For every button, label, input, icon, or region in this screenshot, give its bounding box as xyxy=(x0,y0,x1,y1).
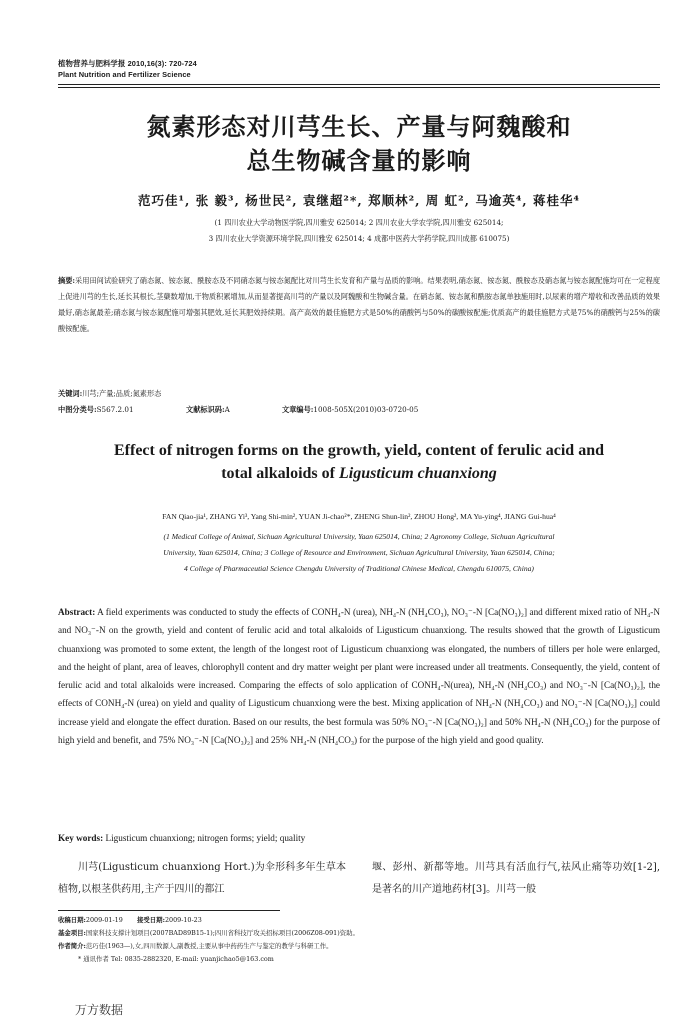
keywords-chinese xyxy=(58,387,660,401)
affiliation-en-line1: (1 Medical College of Animal, Sichuan Agricultural University, Yaan 625014, China; 2 Agronomy College, Sichuan Agricultural xyxy=(163,532,555,541)
keywords-cn-text: 川芎;产量;品质;氮素形态 xyxy=(82,389,162,398)
authors-chinese: 范巧佳¹, 张 毅³, 杨世民², 袁继超²*, 郑顺林², 周 虹², 马逾英⁴, 蒋桂华⁴ xyxy=(138,193,580,208)
affiliation-en-line2: University, Yaan 625014, China; 3 College of Resource and Environment, Sichuan Agricultural University, Yaan 625014, China; xyxy=(163,548,555,557)
title-english-line2: total alkaloids of Ligusticum chuanxiong xyxy=(221,465,497,482)
doc-code-value: A xyxy=(224,405,230,414)
title-english-line1: Effect of nitrogen forms on the growth, yield, content of ferulic acid and xyxy=(113,442,604,459)
affiliations-english xyxy=(58,529,660,577)
clc-value: S567.2.01 xyxy=(96,405,134,414)
title-chinese-line2: 总生物碱含量的影响 xyxy=(246,146,472,175)
abstract-cn-label: 摘要: xyxy=(58,276,76,285)
affiliations-chinese xyxy=(58,215,660,247)
received-date: 2009-01-19 xyxy=(85,916,123,924)
header-rule xyxy=(58,84,660,85)
clc-label: 中图分类号: xyxy=(58,405,97,414)
body-column-left: 川芎(Ligusticum chuanxiong Hort.)为伞形科多年生草本植物,以根茎供药用,主产于四川的都江 xyxy=(58,862,346,895)
title-chinese-line1: 氮素形态对川芎生长、产量与阿魏酸和 xyxy=(146,112,572,141)
journal-english-name: Plant Nutrition and Fertilizer Science xyxy=(58,70,191,79)
accepted-date: 2009-10-23 xyxy=(164,916,202,924)
header-rule-thin xyxy=(58,87,660,88)
abstract-english xyxy=(58,603,660,749)
abstract-en-text: A field experiments was conducted to study the effects of CONH₄-N (urea), NH₄-N (NH₄CO₃), NO₃⁻-N [Ca(NO₃)₂] and different mixed ratio of NH₄-N and NO₃⁻-N on the growth, yield and content of ferulic acid and total alkaloids of Ligusticum chuanxiong. The results showed that the growth of Ligusticum chuanxiong was promoted to some extent, the length of the longest root of Ligusticum chuanxiong was elongated, the numbers of tillers per hole were enlarged, and the height of plant, area of leaves, chlorophyll content and dry matter weight per plant were increased under all treatments. Consequently, the yield, content of ferulic acid and total alkaloids were increased. Comparing the effects of solo application of CONH₄-N(urea), NH₄-N (NH₄CO₃) and NO₃⁻-N [Ca(NO₃)₂], the effects of CONH₄-N (urea) on yield and quality of Ligusticum chuanxiong were the best. Mixing application of NH₄-N (NH₄CO₃) and NO₃⁻-N [Ca(NO₃)₂] could increase yield and elongate the effect duration. Based on our results, the best formula was 50% NO₃⁻-N [Ca(NO₃)₂] and 50% NH₄-N (NH₄CO₃) for the purpose of high yield and benefit, and 75% NO₃⁻-N [Ca(NO₃)₂] and 25% NH₄-N (NH₄CO₃) for the purpose of the high yield and good quality. xyxy=(58,607,660,746)
journal-citation: 植物营养与肥料学报 2010,16(3): 720-724 xyxy=(58,59,197,68)
article-number-value: 1008-505X(2010)03-0720-05 xyxy=(313,405,419,414)
affiliation-en-line3: 4 College of Pharmaceutial Science Chengdu University of Traditional Chinese Medical, Chengdu 610075, China) xyxy=(184,564,534,573)
author-bio-line: 作者简介:范巧佳(1963—),女,四川数源人,副教授,主要从事中药药生产与鉴定的教学与科研工作。 xyxy=(58,942,333,950)
fund-line: 基金项目:国家科技支撑计划项目(2007BAD89B15-1);四川省科技厅攻关招标项目(2006Z08-091)资助。 xyxy=(58,929,359,937)
keywords-cn-label: 关键词: xyxy=(58,389,83,398)
doc-code-label: 文献标识码: xyxy=(186,405,225,414)
keywords-en-label: Key words: xyxy=(58,833,104,843)
footnotes xyxy=(58,914,660,966)
abstract-en-label: Abstract: xyxy=(58,607,96,617)
body-column-right: 堰、彭州、新都等地。川芎具有活血行气,祛风止痛等功效[1-2],是著名的川产道地药材[3]。川芎一般 xyxy=(372,862,660,895)
footnote-rule xyxy=(58,910,280,911)
classification-row xyxy=(58,403,660,417)
affiliation-cn-line1: (1 四川农业大学动物医学院,四川雅安 625014; 2 四川农业大学农学院,四川雅安 625014; xyxy=(214,218,504,227)
abstract-chinese xyxy=(58,273,660,337)
keywords-en-text: Ligusticum chuanxiong; nitrogen forms; yield; quality xyxy=(105,833,306,843)
affiliation-cn-line2: 3 四川农业大学资源环境学院,四川雅安 625014; 4 成都中医药大学药学院,四川成都 610075) xyxy=(208,234,510,243)
article-number-label: 文章编号: xyxy=(282,405,314,414)
corresponding-author-line: * 通讯作者 Tel: 0835-2882320, E-mail: yuanjichao5@163.com xyxy=(78,955,274,963)
species-name: Ligusticum chuanxiong xyxy=(338,465,497,482)
journal-header xyxy=(58,58,197,80)
dates-line: 收稿日期:2009-01-19 接受日期:2009-10-23 xyxy=(58,916,202,924)
authors-english: FAN Qiao-jia¹, ZHANG Yi³, Yang Shi-min², YUAN Ji-chao²*, ZHENG Shun-lin², ZHOU Hong², MA Yu-ying⁴, JIANG Gui-hua⁴ xyxy=(162,512,556,521)
keywords-english xyxy=(58,831,660,845)
title-chinese xyxy=(58,110,660,178)
body-text xyxy=(58,857,660,901)
title-english xyxy=(58,439,660,485)
abstract-cn-text: 采用田间试验研究了硝态氮、铵态氮、酰胺态及不同硝态氮与铵态氮配比对川芎生长发育和产量与品质的影响。结果表明,硝态氮、铵态氮、酰胺态及硝态氮与铵态氮配施均可在一定程度上促进川芎的生长,延长其根长,茎蘖数增加,干物质积累增加,从而显著提高川芎的产量以及阿魏酸和生物碱含量。在硝态氮、铵态氮和酰胺态氮单独施用时,以尿素的增产增收和改善品质的效果最好,硝态氮最差;硝态氮与铵态氮配施可增强其肥效,延长其肥效持续期。高产高效的最佳施肥方式是50%的硝酸钙与50%的碳酸铵配施;优质高产的最佳施肥方式是75%的硝酸钙与25%的碳酸铵配施。 xyxy=(58,276,661,333)
watermark: 万方数据 xyxy=(75,1003,124,1017)
